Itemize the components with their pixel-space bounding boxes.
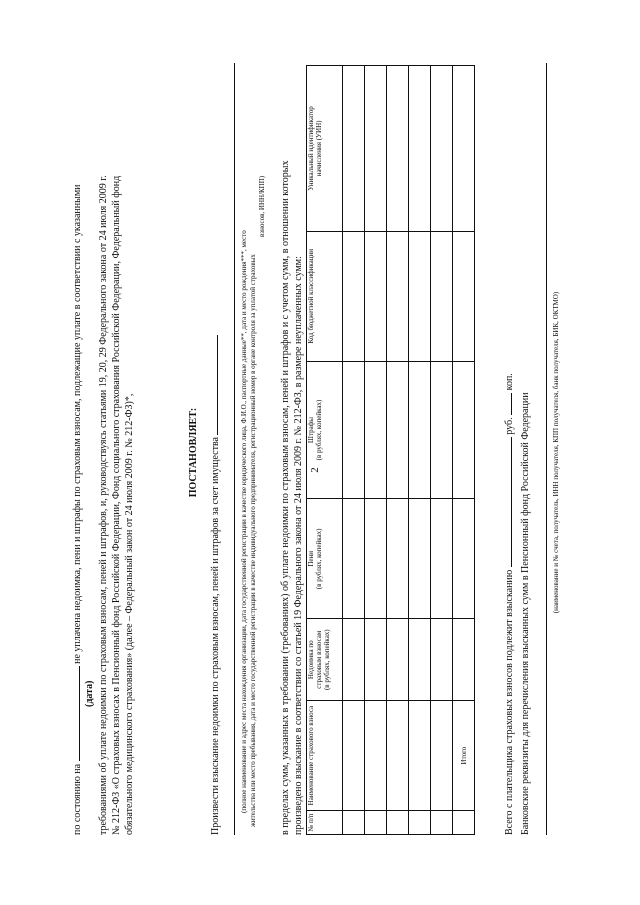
table-cell[interactable] <box>453 499 475 619</box>
total-kop-unit: коп. <box>504 373 515 391</box>
header-uin <box>307 66 343 232</box>
order-text: Произвести взыскание недоимки по страховым взносам, пеней и штрафов за счет имущества <box>210 437 221 835</box>
total-kop-blank[interactable] <box>502 393 512 415</box>
table-row <box>387 66 409 835</box>
property-owner-blank[interactable] <box>208 335 218 435</box>
table-cell[interactable] <box>365 811 387 835</box>
intro-line-1: требованиями об уплате недоимки по страховым взносам, пеней и штрафов, и, руководствуясь статьями 19, 20, 29 Федерального закона от 24 июля 2009 г. <box>98 175 109 835</box>
table-cell[interactable] <box>431 811 453 835</box>
order-line <box>208 335 222 835</box>
table-cell[interactable] <box>343 66 365 232</box>
bank-line: Банковские реквизиты для перечисления взысканных сумм в Пенсионный фонд Российской Федерации <box>520 392 531 835</box>
header-kbk: Код бюджетной классификации <box>307 231 343 361</box>
header-num: № п/п <box>307 811 343 835</box>
table-cell[interactable] <box>387 361 409 499</box>
header-debt-2: страховым взносам <box>315 630 323 689</box>
intro-line-2: № 212-ФЗ «О страховых взносах в Пенсионный фонд Российской Федерации, Фонд социального страхования Российской Федерации, Федеральный фонд <box>111 175 122 835</box>
table-cell[interactable] <box>343 361 365 499</box>
table-total-row <box>453 66 475 835</box>
total-rub-unit: руб. <box>504 417 515 435</box>
table-cell[interactable] <box>365 701 387 811</box>
order-caption-2: жительства или место пребывания, дата и место государственной регистрации в качестве индивидуального предпринимателя, регистрационный номер в органе контроля за уплатой страховых <box>249 254 257 827</box>
table-cell[interactable] <box>387 619 409 701</box>
rotated-document-page <box>20 20 620 885</box>
table-cell[interactable] <box>365 66 387 232</box>
table-cell[interactable] <box>365 361 387 499</box>
table-cell[interactable] <box>343 701 365 811</box>
table-row <box>365 66 387 835</box>
debt-table <box>306 65 475 835</box>
table-cell[interactable] <box>409 499 431 619</box>
header-debt <box>307 619 343 701</box>
header-penalty-2: (в рублях, копейках) <box>315 528 323 590</box>
table-cell[interactable] <box>431 231 453 361</box>
table-row <box>409 66 431 835</box>
as-of-prefix: по состоянию на <box>72 763 83 835</box>
total-label: Итого <box>453 701 475 811</box>
total-rub-blank[interactable] <box>502 437 512 567</box>
table-cell[interactable] <box>409 811 431 835</box>
as-of-suffix: не уплачена недоимка, пени и штрафы по страховым взносам, подлежащие уплате в соответствии с указанными <box>72 184 83 664</box>
page-number: 2 <box>308 467 321 473</box>
order-divider <box>234 63 235 835</box>
table-cell[interactable] <box>409 66 431 232</box>
limits-line-1: в пределах сумм, указанных в требовании (требованиях) об уплате недоимки по страховым взносам, пеней и штрафов и с учетом сумм, в отношении которых <box>280 160 291 835</box>
header-fines-1: Штрафы <box>307 417 315 444</box>
table-cell[interactable] <box>453 361 475 499</box>
header-fines-2: (в рублях, копейках) <box>315 399 323 461</box>
table-cell[interactable] <box>409 701 431 811</box>
bank-caption: (наименование и № счета, получатель, ИНН получателя, КПП получателя, банк получателя, БИК, ОКТМО) <box>552 291 560 614</box>
table-row <box>343 66 365 835</box>
table-cell[interactable] <box>453 66 475 232</box>
header-fines <box>307 361 343 499</box>
intro-line-3: обязательного медицинского страхования» (далее – Федеральный закон от 24 июля 2009 г. № 212-ФЗ)*, <box>124 393 135 835</box>
table-cell[interactable] <box>387 231 409 361</box>
header-penalty-1: Пени <box>307 551 315 567</box>
table-cell[interactable] <box>343 231 365 361</box>
table-cell[interactable] <box>387 811 409 835</box>
as-of-line <box>70 184 84 835</box>
table-header-row <box>307 66 343 835</box>
table-row <box>431 66 453 835</box>
header-uin-2: начисления (УИН) <box>315 120 323 177</box>
table-cell[interactable] <box>343 811 365 835</box>
header-name: Наименование страхового взноса <box>307 701 343 811</box>
order-caption-3: взносов, ИНН/КПП) <box>258 175 266 237</box>
table-cell[interactable] <box>453 231 475 361</box>
heading-postanovlyaet: ПОСТАНОВЛЯЕТ: <box>188 407 199 498</box>
table-cell[interactable] <box>365 619 387 701</box>
table-cell[interactable] <box>431 499 453 619</box>
table-cell[interactable] <box>387 66 409 232</box>
header-debt-1: Недоимка по <box>307 640 315 680</box>
header-debt-3: (в рублях, копейках) <box>323 629 331 691</box>
table-cell[interactable] <box>387 499 409 619</box>
table-cell[interactable] <box>409 231 431 361</box>
table-cell[interactable] <box>431 701 453 811</box>
header-penalty <box>307 499 343 619</box>
table-cell[interactable] <box>343 619 365 701</box>
table-cell[interactable] <box>431 66 453 232</box>
table-cell[interactable] <box>453 619 475 701</box>
table-cell[interactable] <box>431 361 453 499</box>
table-cell[interactable] <box>431 619 453 701</box>
table-cell[interactable] <box>409 361 431 499</box>
order-caption-1: (полное наименование и адрес места нахождения организации, дата государственной регистрации в качестве юридического лица, Ф.И.О., паспортные данные**, дата и место рождения***, место <box>240 230 248 813</box>
table-cell[interactable] <box>409 619 431 701</box>
date-blank[interactable] <box>70 666 80 761</box>
header-uin-1: Уникальный идентификатор <box>307 106 315 191</box>
limits-line-2: произведено взыскание в соответствии со статьей 19 Федерального закона от 24 июля 2009 г. № 212-ФЗ, в размере неуплаченных сумм: <box>293 256 304 835</box>
table-cell[interactable] <box>387 701 409 811</box>
table-cell[interactable] <box>365 231 387 361</box>
total-prefix: Всего с плательщика страховых взносов подлежит взысканию <box>504 569 515 835</box>
table-cell <box>453 811 475 835</box>
table-cell[interactable] <box>343 499 365 619</box>
table-cell[interactable] <box>365 499 387 619</box>
total-line <box>502 373 516 835</box>
date-caption: (дата) <box>84 680 95 707</box>
bank-divider <box>546 63 547 835</box>
